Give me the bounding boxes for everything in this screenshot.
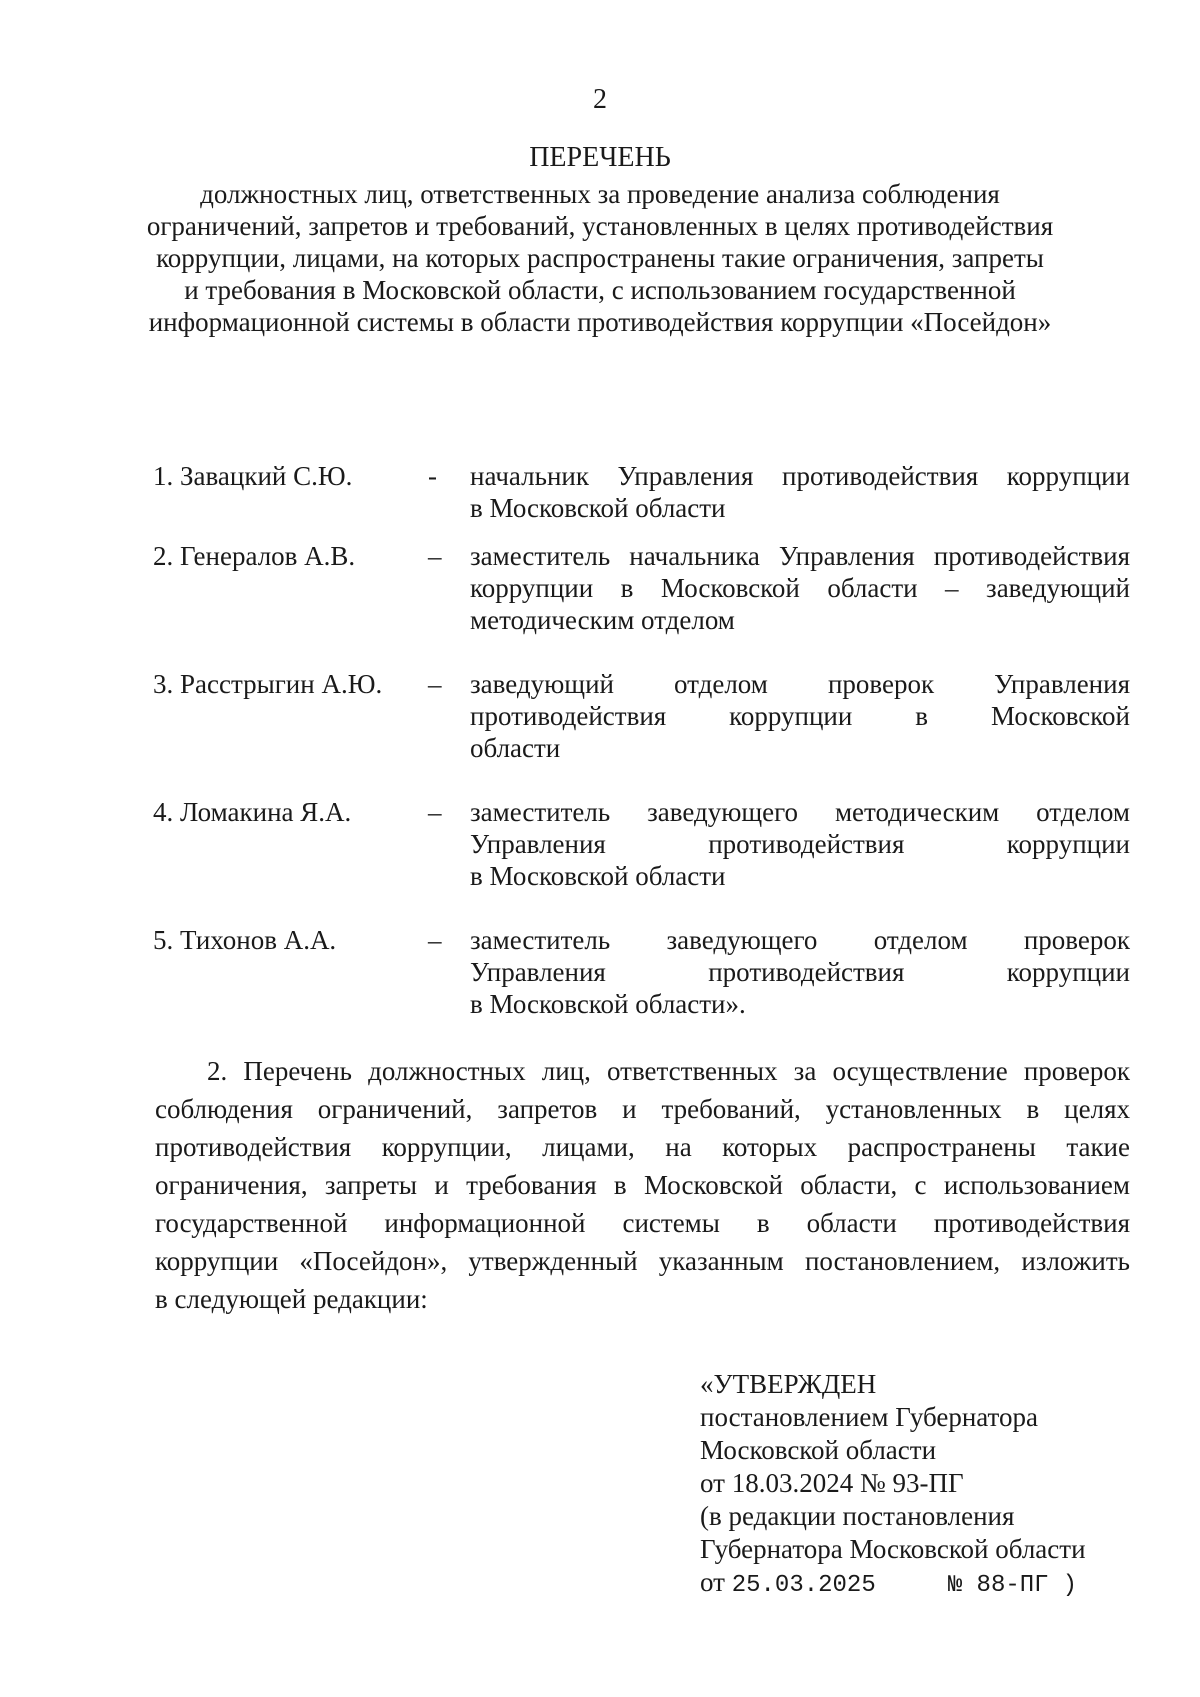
position-line: заместитель начальника Управления противодействия <box>470 541 1130 571</box>
position-line: начальник Управления противодействия коррупции <box>470 461 1130 491</box>
official-name: 5. Тихонов А.А. <box>153 925 337 955</box>
document-subheading <box>140 178 1060 338</box>
closing-bracket: ) <box>1062 1572 1077 1599</box>
official-name: 2. Генералов А.В. <box>153 541 356 571</box>
position-line: заведующий отделом проверок Управления <box>470 669 1130 699</box>
entry-dash: – <box>428 797 442 827</box>
subheading-line: должностных лиц, ответственных за проведение анализа соблюдения <box>200 179 1000 209</box>
official-position <box>470 668 1130 764</box>
position-line: заместитель заведующего методическим отделом <box>470 797 1130 827</box>
position-line: коррупции в Московской области – заведующий <box>470 573 1130 603</box>
stamped-number: № 88-ПГ <box>947 1572 1049 1599</box>
approval-line: (в редакции постановления <box>700 1501 1015 1531</box>
position-line: методическим отделом <box>470 605 735 635</box>
entry-dash: – <box>428 541 442 571</box>
position-line: в Московской области <box>470 493 726 523</box>
approval-line: Московской области <box>700 1435 937 1465</box>
document-heading: ПЕРЕЧЕНЬ <box>529 142 671 173</box>
page-number: 2 <box>593 84 607 115</box>
position-line: противодействия коррупции в Московской <box>470 701 1130 731</box>
entry-dash: - <box>428 461 437 491</box>
official-name: 3. Расстрыгин А.Ю. <box>153 669 383 699</box>
subheading-line: коррупции, лицами, на которых распространены такие ограничения, запреты <box>156 243 1044 273</box>
amendment-paragraph <box>155 1055 1130 1321</box>
paragraph-line: соблюдения ограничений, запретов и требований, установленных в целях <box>155 1094 1130 1124</box>
official-position <box>470 924 1130 1020</box>
paragraph-line: противодействия коррупции, лицами, на которых распространены такие <box>155 1132 1130 1162</box>
paragraph-line: коррупции «Посейдон», утвержденный указанным постановлением, изложить <box>155 1246 1130 1276</box>
stamped-date: 25.03.2025 <box>731 1572 876 1599</box>
paragraph-line: 2. Перечень должностных лиц, ответственных за осуществление проверок <box>207 1056 1130 1086</box>
paragraph-line: ограничения, запреты и требования в Московской области, с использованием <box>155 1170 1130 1200</box>
subheading-line: и требования в Московской области, с использованием государственной <box>184 275 1016 305</box>
entry-dash: – <box>428 925 442 955</box>
approval-date-prefix: от <box>700 1567 732 1597</box>
approval-block <box>700 1368 1160 1599</box>
approval-line: постановлением Губернатора <box>700 1402 1038 1432</box>
official-position <box>470 460 1130 524</box>
entry-dash: – <box>428 669 442 699</box>
approval-stamp-line <box>700 1566 1160 1599</box>
official-position <box>470 796 1130 892</box>
official-name: 1. Завацкий С.Ю. <box>153 461 353 491</box>
approval-line: «УТВЕРЖДЕН <box>700 1369 877 1399</box>
approval-line: от 18.03.2024 № 93-ПГ <box>700 1468 964 1498</box>
position-line: Управления противодействия коррупции <box>470 957 1130 987</box>
position-line: в Московской области». <box>470 989 746 1019</box>
paragraph-line: государственной информационной системы в области противодействия <box>155 1208 1130 1238</box>
official-position <box>470 540 1130 636</box>
subheading-line: информационной системы в области противодействия коррупции «Посейдон» <box>148 307 1052 337</box>
subheading-line: ограничений, запретов и требований, установленных в целях противодействия <box>146 211 1054 241</box>
position-line: в Московской области <box>470 861 726 891</box>
official-name: 4. Ломакина Я.А. <box>153 797 352 827</box>
approval-line: Губернатора Московской области <box>700 1534 1086 1564</box>
paragraph-line: в следующей редакции: <box>155 1284 428 1314</box>
position-line: области <box>470 733 561 763</box>
position-line: заместитель заведующего отделом проверок <box>470 925 1130 955</box>
position-line: Управления противодействия коррупции <box>470 829 1130 859</box>
